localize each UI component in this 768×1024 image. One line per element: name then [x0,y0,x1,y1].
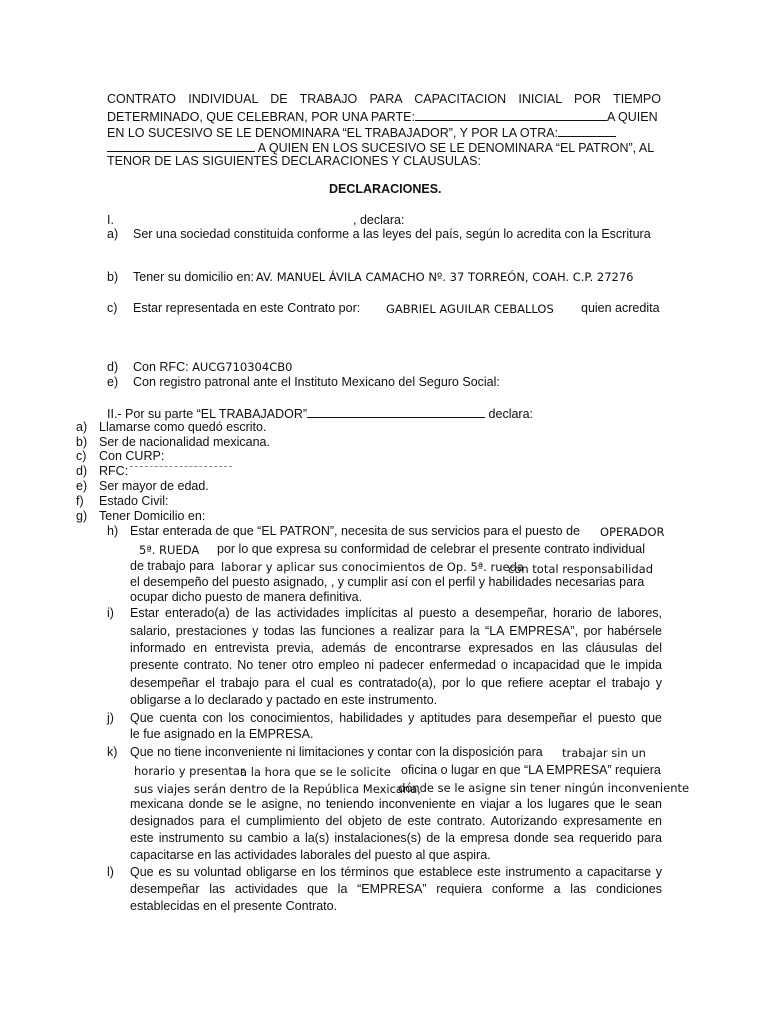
item-h-line-5: ocupar dicho puesto de manera definitiva. [130,590,363,604]
item-l-line-2: desempeñar las actividades que la “EMPRESA” requiera conforme a las condiciones [130,882,662,896]
item-2c-label: c) [76,449,87,463]
employer-address: AV. MANUEL ÁVILA CAMACHO Nº. 37 TORREÓN, COAH. C.P. 27276 [255,270,634,284]
header-line-1: CONTRATO INDIVIDUAL DE TRABAJO PARA CAPACITACION INICIAL POR TIEMPO [107,92,661,106]
item-l-label: l) [107,865,114,879]
item-1e-text: Con registro patronal ante el Instituto Mexicano del Seguro Social: [133,375,500,389]
item-h-line-3: de trabajo para [130,559,215,573]
header-line-2 [107,108,658,125]
availability-fill: trabajar sin un [562,746,646,760]
declaraciones-title: DECLARACIONES. [329,182,442,196]
item-j-label: j) [107,711,114,725]
section-2-intro-tail: declara: [485,407,534,421]
item-k-line-7: capacitarse en las actividades laborales del puesto al que aspira. [130,848,491,862]
item-1a-label: a) [107,227,119,241]
party-employer-blank [558,124,616,137]
availability-fill-3: a la hora que se le solicite [240,765,391,779]
section-2-intro-text: II.- Por su parte “EL TRABAJADOR” [107,407,308,421]
item-j-line-1: Que cuenta con los conocimientos, habilidades y aptitudes para desempeñar el puesto que [130,711,662,725]
party-employer-blank-2 [107,139,255,152]
item-1d-label: d) [107,360,119,374]
item-2a-text: Llamarse como quedó escrito. [99,420,267,434]
item-i-line-5: desempeñar el trabajo para el cual es contratado(a), por lo que refiere aceptar el trabajo y [130,676,662,690]
worker-name-blank [307,405,485,418]
item-k-line-1: Que no tiene inconveniente ni limitaciones y contar con la disposición para [130,745,543,759]
item-2g-text: Tener Domicilio en: [99,509,206,523]
item-i-line-6: obligarse a lo declarado y pactado en este instrumento. [130,693,438,707]
item-h-line-4: el desempeño del puesto asignado, , y cumplir así con el perfil y habilidades necesarias para [130,575,645,589]
section-1-declara: , declara: [353,213,405,227]
job-position-fill: OPERADOR [600,525,665,539]
section-1-numeral: I. [107,213,114,227]
item-k-line-2: oficina o lugar en que “LA EMPRESA” requiera [401,763,661,777]
item-k-line-6: este instrumento su cambio a la(s) instalaciones(s) de la empresa donde sea requerido para [130,831,662,845]
item-2d-label: d) [76,464,88,478]
header-line-5: TENOR DE LAS SIGUIENTES DECLARACIONES Y CLAUSULAS: [107,154,481,168]
job-duties-fill-2: con total responsabilidad [508,562,653,576]
item-k-line-5: designados para el cumplimiento del objeto de este contrato. Autorizando expresamente en [130,814,662,828]
item-h-line-1: Estar enterada de que “EL PATRON”, necesita de sus servicios para el puesto de [130,524,580,538]
item-l-line-3: establecidas en el presente Contrato. [130,899,338,913]
item-1e-label: e) [107,375,119,389]
travel-fill-2: dónde se le asigne sin tener ningún inconveniente [398,781,690,795]
employer-rfc: AUCG710304CB0 [192,360,293,374]
item-i-label: i) [107,606,114,620]
item-1a-text: Ser una sociedad constituida conforme a las leyes del país, según lo acredita con la Escritura [133,227,651,241]
party-worker-blank [415,108,607,121]
item-1b-label: b) [107,270,119,284]
item-1c-label: c) [107,301,118,315]
item-1c-text: Estar representada en este Contrato por: [133,301,361,315]
item-1b-text [133,270,633,285]
item-i-line-3: informado en entrevista previa, además de encontrarse expresados en las cláusulas del [130,641,662,655]
item-2c-text: Con CURP: [99,449,165,463]
item-h-line-2: por lo que expresa su conformidad de celebrar el presente contrato individual [217,542,646,556]
item-j-line-2: le fue asignado en la EMPRESA. [130,727,314,741]
header-line-3-text: EN LO SUCESIVO SE LE DENOMINARA “EL TRABAJADOR”, Y POR LA OTRA: [107,126,559,140]
item-l-line-1: Que es su voluntad obligarse en los términos que establece este instrumento a capacitarse y [130,865,662,879]
header-line-2-text: DETERMINADO, QUE CELEBRAN, POR UNA PARTE: [107,110,415,124]
item-2f-label: f) [76,494,84,508]
item-1b-prompt: Tener su domicilio en: [133,270,254,284]
job-position-fill-2: 5ª. RUEDA [139,543,200,557]
redacted-rfc-mark [130,466,232,473]
item-2e-text: Ser mayor de edad. [99,479,209,493]
employer-representative: GABRIEL AGUILAR CEBALLOS [386,302,554,316]
item-2b-label: b) [76,435,88,449]
item-h-label: h) [107,524,119,538]
travel-fill: sus viajes serán dentro de la República Mexicana, [134,782,421,796]
item-i-line-2: salario, prestaciones y todas las funciones a realizar para la “LA EMPRESA”, por habérsele [130,624,662,638]
item-1c-tail: quien acredita [581,301,660,315]
header-line-2-tail: A QUIEN [606,110,658,124]
item-1d-prompt: Con RFC: [133,360,189,374]
item-2b-text: Ser de nacionalidad mexicana. [99,435,270,449]
job-duties-fill: laborar y aplicar sus conocimientos de Op. 5ª. rueda [221,560,524,574]
header-line-4-text: A QUIEN EN LOS SUCESIVO SE LE DENOMINARA “EL PATRON”, AL [255,141,655,155]
item-2f-text: Estado Civil: [99,494,169,508]
item-2g-label: g) [76,509,88,523]
item-2a-label: a) [76,420,88,434]
item-1d-text [133,360,292,375]
item-2e-label: e) [76,479,88,493]
item-i-line-4: presente contrato. No tener otro empleo ni padecer enfermedad o incapacidad que le impida [130,658,662,672]
availability-fill-2: horario y presentar [134,764,245,778]
item-i-line-1: Estar enterado(a) de las actividades implícitas al puesto a desempeñar, horario de labores, [130,606,662,620]
item-k-line-4: mexicana donde se le asigne, no teniendo inconveniente en viajar a los lugares que le sean [130,797,662,811]
item-2d-text: RFC: [99,464,129,478]
item-k-label: k) [107,745,118,759]
